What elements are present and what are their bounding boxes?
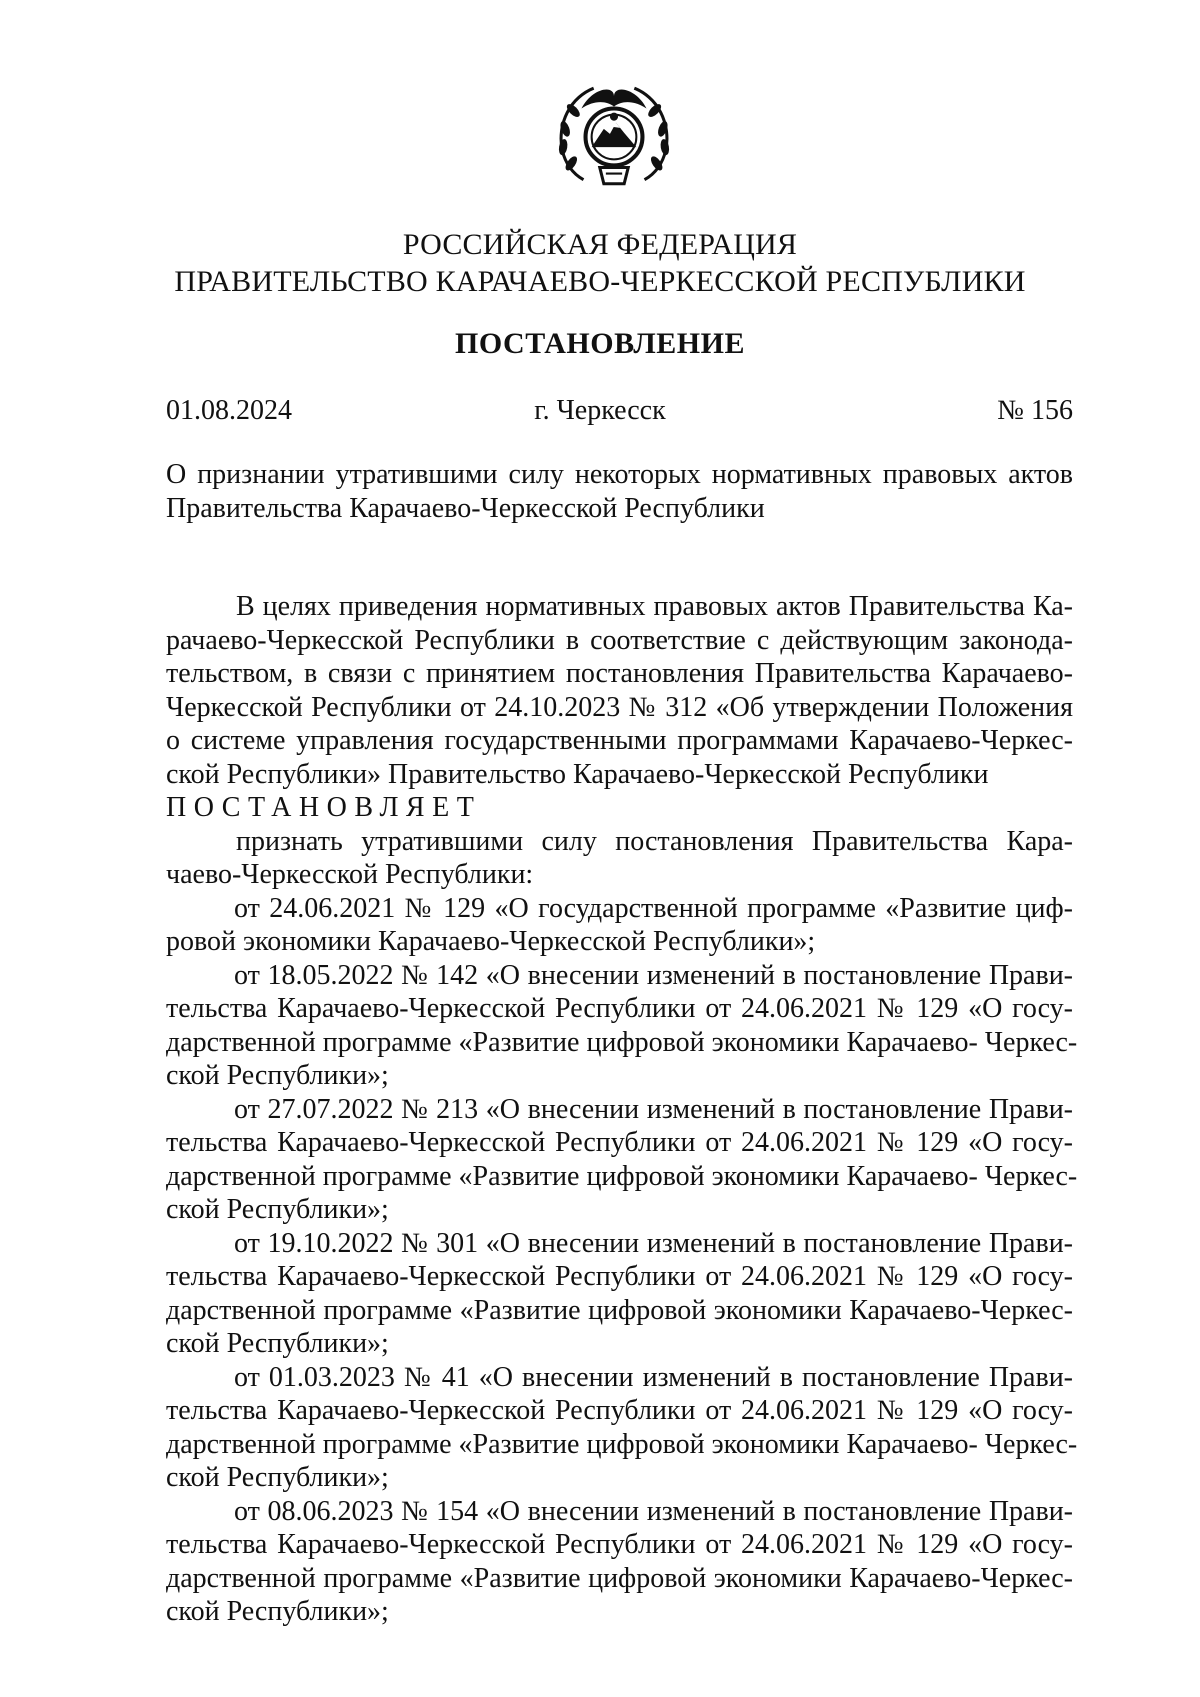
body-line: дарственной программе «Развитие цифровой экономики Карачаево-Черкес- (166, 1294, 1073, 1326)
body-line: от 01.03.2023 № 41 «О внесении изменений в постановление Прави- (234, 1361, 1073, 1393)
body-line: признать утратившими силу постановления Правительства Кара- (236, 825, 1073, 857)
body-line: дарственной программе «Развитие цифровой экономики Карачаево-Черкес- (166, 1562, 1073, 1594)
document-number: № 156 (997, 395, 1073, 426)
header-government: ПРАВИТЕЛЬСТВО КАРАЧАЕВО-ЧЕРКЕССКОЙ РЕСПУБЛИКИ (174, 265, 1026, 298)
document-subject (166, 458, 1073, 526)
body-line: дарственной программе «Развитие цифровой экономики Карачаево- Черкес- (166, 1026, 1078, 1058)
body-line: Черкесской Республики от 24.10.2023 № 312 «Об утверждении Положения (166, 691, 1073, 723)
coat-of-arms-icon (553, 78, 675, 200)
body-line: ской Республики»; (166, 1194, 389, 1225)
body-line: ской Республики»; (166, 1462, 389, 1493)
body-line: тельства Карачаево-Черкесской Республики от 24.06.2021 № 129 «О госу- (166, 1127, 1073, 1158)
document-city: г. Черкесск (534, 395, 666, 426)
body-line-resolves: ПОСТАНОВЛЯЕТ (166, 792, 482, 823)
subject-line: О признании утратившими силу некоторых нормативных правовых актов (166, 459, 1073, 490)
body-line: ской Республики» Правительство Карачаево-Черкесской Республики (166, 758, 989, 790)
body-line: рачаево-Черкесской Республики в соответствие с действующим законода- (166, 624, 1073, 656)
body-line: тельства Карачаево-Черкесской Республики от 24.06.2021 № 129 «О госу- (166, 1395, 1073, 1426)
body-line: о системе управления государственными программами Карачаево-Черкес- (166, 725, 1073, 756)
body-line: ской Республики»; (166, 1328, 389, 1359)
subject-line: Правительства Карачаево-Черкесской Республики (166, 493, 765, 524)
body-line: от 19.10.2022 № 301 «О внесении изменений в постановление Прави- (234, 1227, 1073, 1259)
body-line: тельства Карачаево-Черкесской Республики от 24.06.2021 № 129 «О госу- (166, 993, 1073, 1024)
body-line: ской Республики»; (166, 1060, 389, 1091)
document-date: 01.08.2024 (166, 395, 292, 426)
body-line: тельства Карачаево-Черкесской Республики от 24.06.2021 № 129 «О госу- (166, 1529, 1073, 1560)
body-line: тельством, в связи с принятием постановления Правительства Карачаево- (166, 658, 1073, 689)
body-line: от 08.06.2023 № 154 «О внесении изменений в постановление Прави- (234, 1495, 1073, 1527)
body-line: чаево-Черкесской Республики: (166, 859, 534, 890)
body-line: В целях приведения нормативных правовых актов Правительства Ка- (236, 591, 1073, 622)
body-line: от 18.05.2022 № 142 «О внесении изменений в постановление Прави- (234, 959, 1073, 991)
header-country: РОССИЙСКАЯ ФЕДЕРАЦИЯ (402, 228, 798, 261)
body-line: тельства Карачаево-Черкесской Республики от 24.06.2021 № 129 «О госу- (166, 1261, 1073, 1292)
body-line: от 24.06.2021 № 129 «О государственной программе «Развитие циф- (234, 892, 1073, 924)
body-line: ровой экономики Карачаево-Черкесской Республики»; (166, 926, 816, 957)
body-line: дарственной программе «Развитие цифровой экономики Карачаево- Черкес- (166, 1160, 1078, 1192)
body-line: от 27.07.2022 № 213 «О внесении изменений в постановление Прави- (234, 1093, 1073, 1125)
body-line: ской Республики»; (166, 1596, 389, 1627)
body-line: дарственной программе «Развитие цифровой экономики Карачаево- Черкес- (166, 1428, 1078, 1460)
document-body (166, 590, 1078, 1629)
document-type-title: ПОСТАНОВЛЕНИЕ (455, 327, 745, 360)
